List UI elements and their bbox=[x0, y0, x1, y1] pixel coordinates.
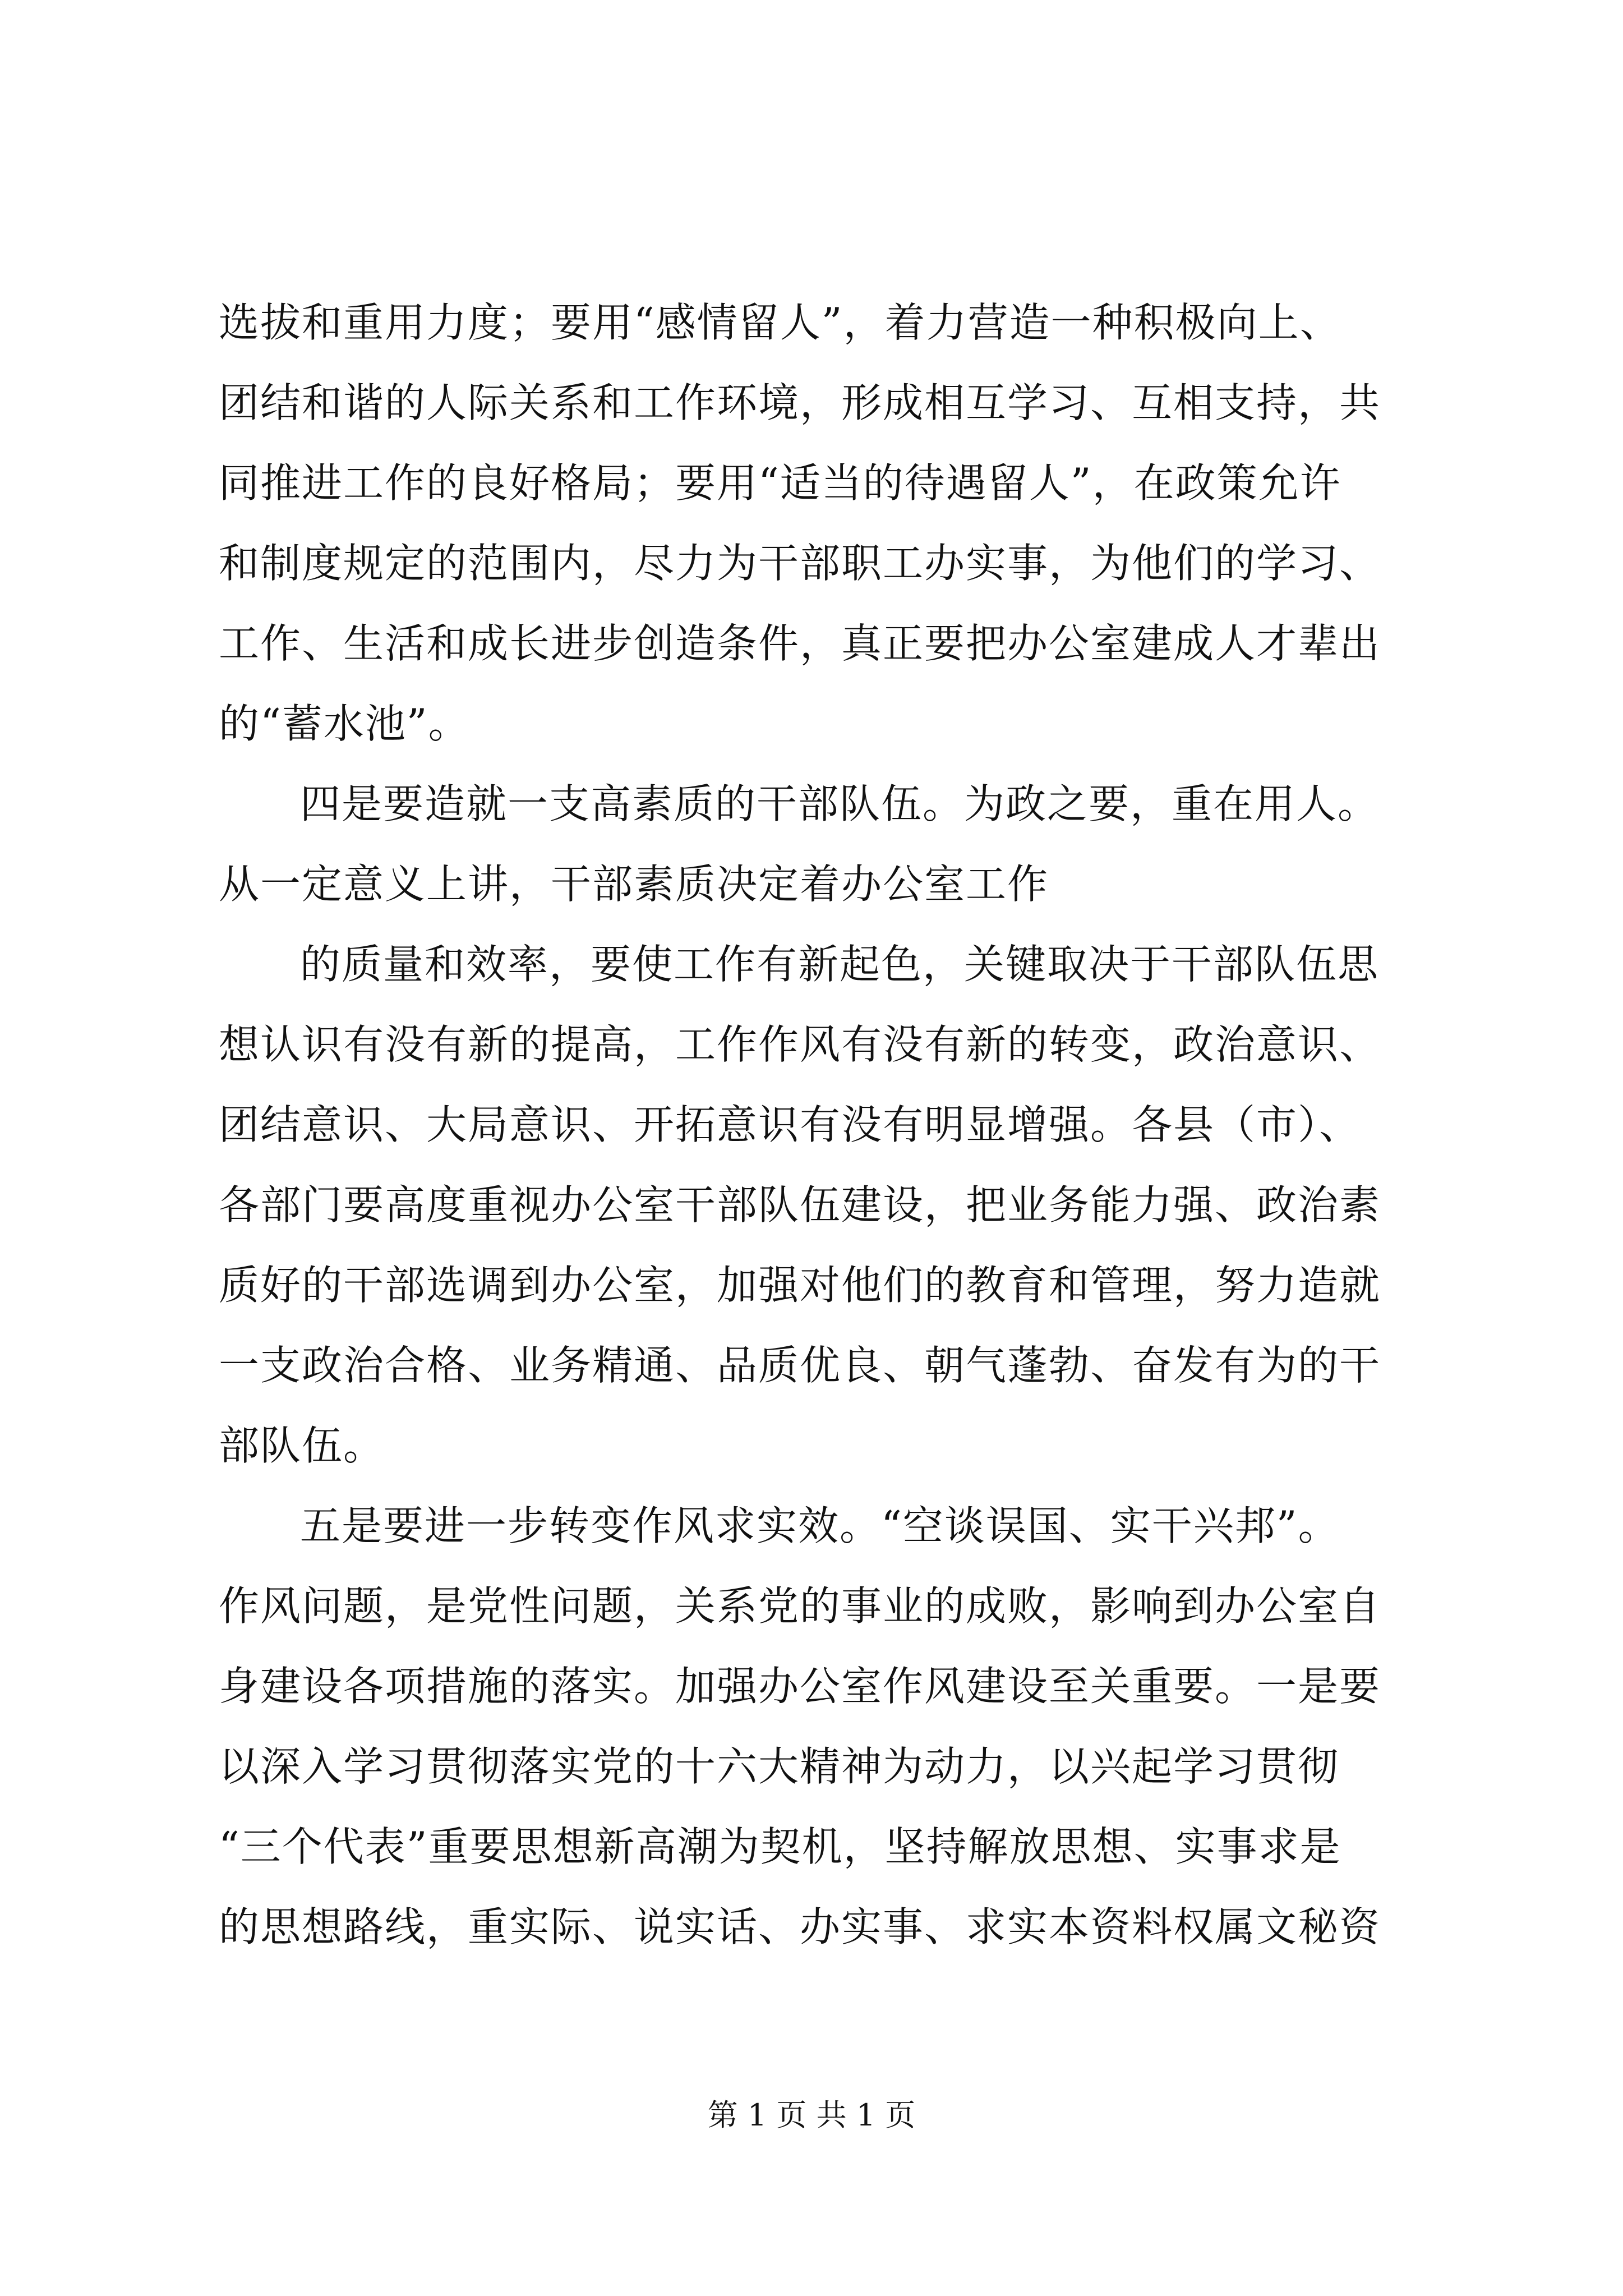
text-line-20: “三个代表”重要思想新高潮为契机，坚持解放思想、实事求是 bbox=[219, 1823, 1341, 1870]
text-line-3: 同推进工作的良好格局；要用“适当的待遇留人”，在政策允许 bbox=[219, 459, 1341, 507]
text-line-14: 一支政治合格、业务精通、品质优良、朝气蓬勃、奋发有为的干 bbox=[219, 1342, 1381, 1389]
text-line-10: 想认识有没有新的提高，工作作风有没有新的转变，政治意识、 bbox=[219, 1021, 1381, 1068]
text-line-4: 和制度规定的范围内，尽力为干部职工办实事，为他们的学习、 bbox=[219, 540, 1381, 587]
text-line-5: 工作、生活和成长进步创造条件，真正要把办公室建成人才辈出 bbox=[219, 620, 1381, 667]
text-line-19: 以深入学习贯彻落实党的十六大精神为动力，以兴起学习贯彻 bbox=[219, 1743, 1340, 1790]
text-line-17: 作风问题，是党性问题，关系党的事业的成败，影响到办公室自 bbox=[219, 1582, 1381, 1630]
text-line-21: 的思想路线，重实际、说实话、办实事、求实本资料权属文秘资 bbox=[219, 1903, 1381, 1950]
paragraph-continuation: 的质量和效率，要使工作有新起色，关键取决于干部队伍思 bbox=[300, 941, 1380, 988]
text-line-13: 质好的干部选调到办公室，加强对他们的教育和管理，努力造就 bbox=[219, 1262, 1381, 1309]
page-footer: 第 1 页 共 1 页 bbox=[707, 2097, 916, 2133]
text-line-15: 部队伍。 bbox=[219, 1422, 385, 1469]
text-line-18: 身建设各项措施的落实。加强办公室作风建设至关重要。一是要 bbox=[219, 1663, 1381, 1710]
text-line-2: 团结和谐的人际关系和工作环境，形成相互学习、互相支持，共 bbox=[219, 379, 1381, 426]
text-line-6: 的“蓄水池”。 bbox=[219, 700, 470, 747]
text-line-11: 团结意识、大局意识、开拓意识有没有明显增强。各县（市）、 bbox=[219, 1101, 1361, 1148]
text-line-1: 选拔和重用力度；要用“感情留人”，着力营造一种积极向上、 bbox=[219, 299, 1341, 346]
text-line-8: 从一定意义上讲，干部素质决定着办公室工作 bbox=[219, 861, 1049, 908]
paragraph-4-start: 四是要造就一支高素质的干部队伍。为政之要，重在用人。 bbox=[300, 780, 1380, 827]
text-line-12: 各部门要高度重视办公室干部队伍建设，把业务能力强、政治素 bbox=[219, 1181, 1381, 1228]
paragraph-5-start: 五是要进一步转变作风求实效。“空谈误国、实干兴邦”。 bbox=[300, 1502, 1340, 1549]
